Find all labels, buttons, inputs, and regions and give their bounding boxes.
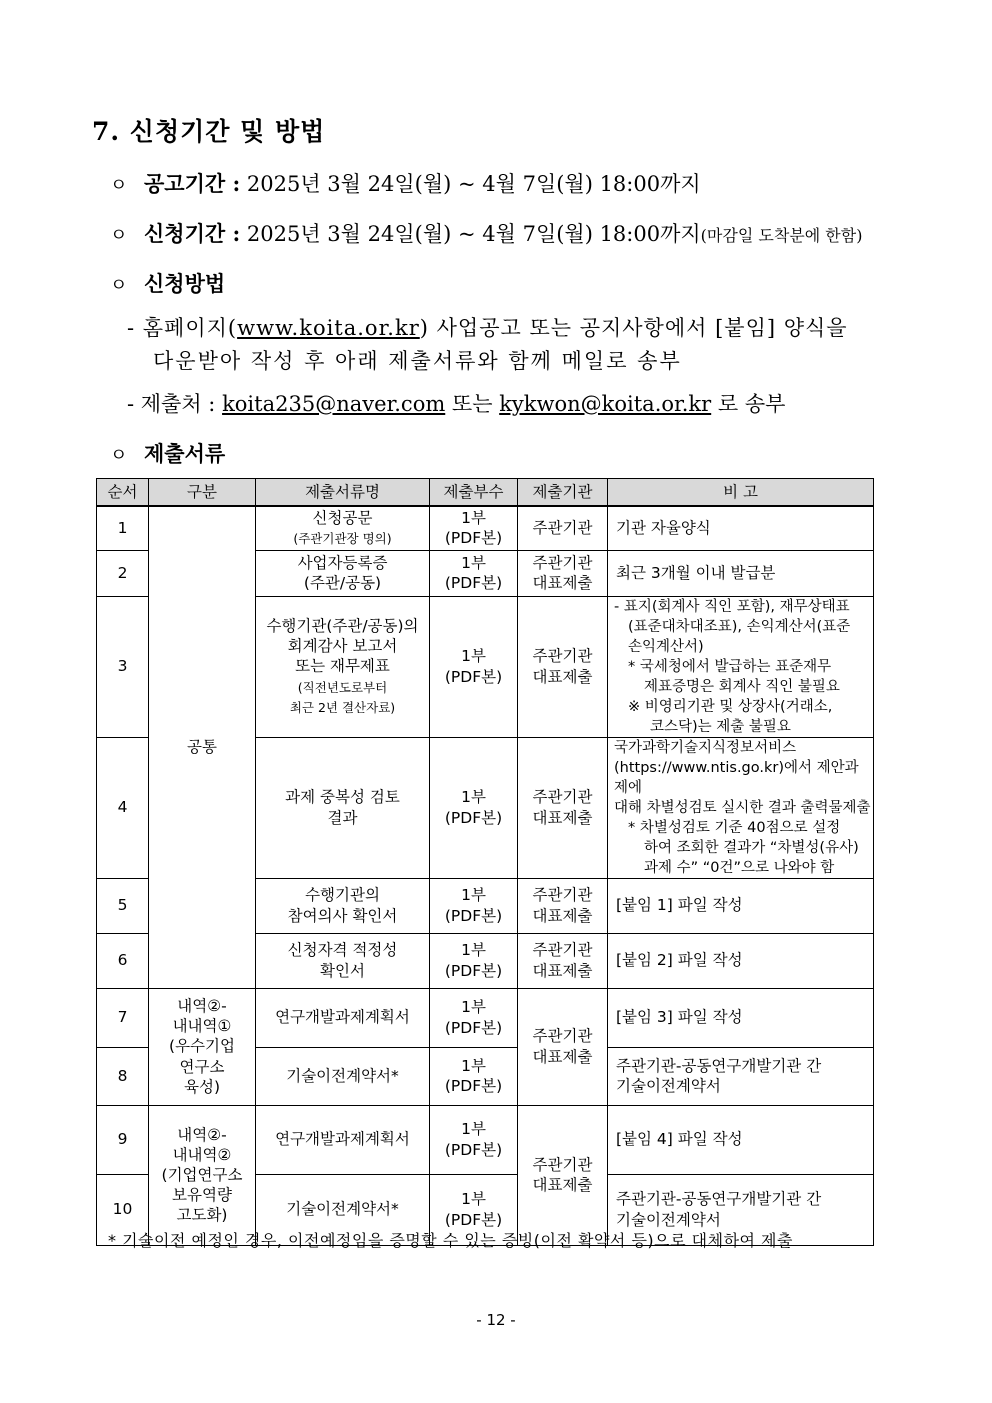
email-link-2[interactable]: kykwon@koita.or.kr bbox=[499, 392, 712, 416]
note-line: (표준대차대조표), 손익계산서(표준 bbox=[628, 618, 851, 635]
note-line: * 국세청에서 발급하는 표준재무 bbox=[628, 658, 832, 675]
method-item-2 bbox=[127, 388, 785, 418]
section-title: 7. 신청기간 및 방법 bbox=[92, 117, 326, 146]
note-line: - 표지(회계사 직인 포함), 재무상태표 bbox=[614, 598, 850, 615]
copies-cell bbox=[430, 988, 518, 1047]
method-item-1 bbox=[127, 312, 848, 342]
note-cell bbox=[608, 596, 874, 737]
doc-name-cell: 연구개발과제계획서 bbox=[256, 988, 430, 1047]
method-item-1-prefix: - 홈페이지( bbox=[127, 316, 238, 340]
docs-label: 제출서류 bbox=[144, 441, 226, 466]
copies-cell bbox=[430, 737, 518, 878]
org-line1: 주관기관 bbox=[532, 553, 593, 572]
org-line2: 대표제출 bbox=[532, 1047, 593, 1066]
org-line2: 대표제출 bbox=[532, 961, 593, 980]
apply-period bbox=[110, 218, 862, 248]
note-cell: [붙임 2] 파일 작성 bbox=[608, 933, 874, 988]
table-row bbox=[97, 506, 874, 550]
email-link-1[interactable]: koita235@naver.com bbox=[222, 392, 446, 416]
doc-name-cell: 기술이전계약서* bbox=[256, 1047, 430, 1105]
doc-name-line: 회계감사 보고서 bbox=[287, 637, 398, 656]
org-line2: 대표제출 bbox=[532, 667, 593, 686]
note-line: 손익계산서) bbox=[628, 638, 704, 655]
org-line2: 대표제출 bbox=[532, 574, 593, 592]
doc-name-cell bbox=[256, 550, 430, 596]
copies-format: (PDF본) bbox=[444, 961, 503, 980]
copies-format: (PDF본) bbox=[444, 1210, 503, 1229]
category-line: 내내역① bbox=[172, 1017, 232, 1036]
header-cell: 제출부수 bbox=[430, 479, 518, 507]
org-cell: 주관기관 bbox=[518, 506, 608, 550]
copies: 1부 bbox=[461, 886, 486, 905]
copies: 1부 bbox=[461, 1190, 486, 1209]
note-line: 주관기관-공동연구개발기관 간 bbox=[616, 1056, 822, 1075]
copies: 1부 bbox=[461, 553, 486, 572]
category-line: (기업연구소 bbox=[161, 1165, 243, 1184]
doc-name-cell: 기술이전계약서* bbox=[256, 1174, 430, 1245]
copies-format: (PDF본) bbox=[444, 1140, 503, 1159]
copies-format: (PDF본) bbox=[444, 808, 503, 827]
doc-name-line: 수행기관의 bbox=[305, 886, 380, 905]
header-cell: 비 고 bbox=[608, 479, 874, 507]
org-line1: 주관기관 bbox=[532, 941, 593, 960]
row-number: 3 bbox=[97, 596, 149, 737]
row-number: 4 bbox=[97, 737, 149, 878]
documents-table bbox=[96, 478, 874, 1246]
copies-cell bbox=[430, 1047, 518, 1105]
category-line: (우수기업 bbox=[169, 1037, 235, 1056]
note-cell: [붙임 1] 파일 작성 bbox=[608, 878, 874, 933]
doc-name-cell bbox=[256, 737, 430, 878]
note-line: 대해 차별성검토 실시한 결과 출력물제출 bbox=[614, 799, 871, 816]
doc-name-line: 참여의사 확인서 bbox=[287, 906, 398, 925]
doc-name-line2: (주관/공동) bbox=[303, 574, 382, 592]
page-number: - 12 - bbox=[476, 1311, 516, 1329]
category-cell: 공통 bbox=[149, 506, 256, 988]
copies-format: (PDF본) bbox=[444, 529, 503, 548]
category-line: 육성) bbox=[184, 1077, 220, 1096]
method-item-2-mid: 또는 bbox=[445, 392, 500, 416]
table-row bbox=[97, 1105, 874, 1174]
bullet: ㅇ bbox=[110, 445, 128, 466]
org-line2: 대표제출 bbox=[532, 906, 593, 925]
category-line: 연구소 bbox=[179, 1057, 225, 1076]
org-line1: 주관기관 bbox=[532, 788, 593, 807]
note-line: ※ 비영리기관 및 상장사(거래소, bbox=[628, 698, 833, 715]
copies-cell bbox=[430, 878, 518, 933]
category-line: 내역②- bbox=[177, 1125, 227, 1144]
note-line: 제표증명은 회계사 직인 불필요 bbox=[644, 678, 840, 695]
announce-value: 2025년 3월 24일(월) ~ 4월 7일(월) 18:00까지 bbox=[246, 172, 701, 196]
bullet: ㅇ bbox=[110, 225, 128, 246]
doc-name-sub: (주관기관장 명의) bbox=[293, 531, 392, 547]
copies: 1부 bbox=[461, 788, 486, 807]
copies-cell bbox=[430, 1105, 518, 1174]
org-cell bbox=[518, 596, 608, 737]
copies-format: (PDF본) bbox=[444, 906, 503, 925]
copies-format: (PDF본) bbox=[444, 574, 503, 592]
note-cell bbox=[608, 737, 874, 878]
org-cell bbox=[518, 1105, 608, 1245]
method-item-2-suffix: 로 송부 bbox=[711, 392, 786, 416]
note-cell: [붙임 4] 파일 작성 bbox=[608, 1105, 874, 1174]
org-line1: 주관기관 bbox=[532, 1155, 593, 1174]
doc-name-cell: 연구개발과제계획서 bbox=[256, 1105, 430, 1174]
org-line1: 주관기관 bbox=[532, 647, 593, 666]
copies-format: (PDF본) bbox=[444, 1018, 503, 1037]
copies-format: (PDF본) bbox=[444, 667, 503, 686]
copies: 1부 bbox=[461, 1056, 486, 1075]
row-number: 5 bbox=[97, 878, 149, 933]
doc-name-line: 또는 재무제표 bbox=[295, 657, 390, 676]
doc-name-sub: 최근 2년 결산자료) bbox=[289, 699, 396, 715]
note-line: 기술이전계약서 bbox=[616, 1077, 721, 1095]
doc-name-line: 결과 bbox=[327, 808, 358, 827]
doc-name-cell bbox=[256, 506, 430, 550]
note-line: * 차별성검토 기준 40점으로 설정 bbox=[628, 819, 841, 836]
apply-value: 2025년 3월 24일(월) ~ 4월 7일(월) 18:00까지 bbox=[246, 222, 701, 246]
copies: 1부 bbox=[461, 1120, 486, 1139]
copies: 1부 bbox=[461, 941, 486, 960]
row-number: 2 bbox=[97, 550, 149, 596]
org-line1: 주관기관 bbox=[532, 1027, 593, 1046]
homepage-link[interactable]: www.koita.or.kr bbox=[237, 316, 420, 340]
table-header-row bbox=[97, 479, 874, 507]
org-cell bbox=[518, 737, 608, 878]
row-number: 8 bbox=[97, 1047, 149, 1105]
method-item-2-prefix: - 제출처 : bbox=[127, 392, 223, 416]
announce-period bbox=[110, 168, 701, 198]
note-line: 국가과학기술지식정보서비스 bbox=[614, 739, 797, 756]
header-cell: 제출서류명 bbox=[256, 479, 430, 507]
doc-name-line: 확인서 bbox=[320, 961, 365, 980]
copies-cell bbox=[430, 933, 518, 988]
copies-format: (PDF본) bbox=[444, 1077, 503, 1095]
copies: 1부 bbox=[461, 998, 486, 1017]
category-cell bbox=[149, 1105, 256, 1245]
doc-name-cell bbox=[256, 878, 430, 933]
header-cell: 순서 bbox=[97, 479, 149, 507]
row-number: 1 bbox=[97, 506, 149, 550]
note-line: 하여 조회한 결과가 “차별성(유사) bbox=[644, 839, 859, 856]
note-cell: [붙임 3] 파일 작성 bbox=[608, 988, 874, 1047]
row-number: 9 bbox=[97, 1105, 149, 1174]
org-cell bbox=[518, 988, 608, 1105]
copies-cell bbox=[430, 506, 518, 550]
method-item-1-cont: 다운받아 작성 후 아래 제출서류와 함께 메일로 송부 bbox=[153, 349, 682, 373]
org-line1: 주관기관 bbox=[532, 886, 593, 905]
method-item-1-suffix: ) 사업공고 또는 공지사항에서 [붙임] 양식을 bbox=[419, 316, 848, 340]
doc-name-line: 신청자격 적정성 bbox=[287, 941, 398, 960]
doc-name: 사업자등록증 bbox=[297, 553, 388, 572]
copies-cell bbox=[430, 550, 518, 596]
table-row bbox=[97, 988, 874, 1047]
org-line2: 대표제출 bbox=[532, 808, 593, 827]
note-cell bbox=[608, 1047, 874, 1105]
method-heading bbox=[110, 268, 225, 298]
doc-name-line: 과제 중복성 검토 bbox=[285, 788, 400, 807]
doc-name: 신청공문 bbox=[312, 509, 373, 528]
category-line: 보유역량 bbox=[172, 1186, 232, 1205]
header-cell: 제출기관 bbox=[518, 479, 608, 507]
row-number: 6 bbox=[97, 933, 149, 988]
category-line: 내내역② bbox=[172, 1145, 232, 1164]
category-line: 고도화) bbox=[176, 1206, 228, 1225]
note-line: 기술이전계약서 bbox=[616, 1210, 721, 1229]
org-line2: 대표제출 bbox=[532, 1176, 593, 1194]
doc-name-cell bbox=[256, 596, 430, 737]
doc-name-cell bbox=[256, 933, 430, 988]
org-cell bbox=[518, 878, 608, 933]
note-cell: 기관 자율양식 bbox=[608, 506, 874, 550]
org-cell bbox=[518, 933, 608, 988]
announce-label: 공고기간 : bbox=[144, 171, 241, 196]
category-line: 내역②- bbox=[177, 997, 227, 1016]
note-cell: 최근 3개월 이내 발급분 bbox=[608, 550, 874, 596]
category-cell bbox=[149, 988, 256, 1105]
note-line: 코스닥)는 제출 불필요 bbox=[650, 718, 791, 735]
method-label: 신청방법 bbox=[144, 271, 226, 296]
row-number: 7 bbox=[97, 988, 149, 1047]
copies: 1부 bbox=[461, 509, 486, 528]
note-line: (https://www.ntis.go.kr)에서 제안과제에 bbox=[614, 759, 859, 796]
copies-cell bbox=[430, 596, 518, 737]
doc-name-sub: (직전년도로부터 bbox=[297, 679, 388, 695]
bullet: ㅇ bbox=[110, 175, 128, 196]
apply-label: 신청기간 : bbox=[144, 221, 241, 246]
note-line: 과제 수” “0건”으로 나와야 함 bbox=[644, 859, 835, 876]
copies: 1부 bbox=[461, 647, 486, 666]
apply-note: (마감일 도착분에 한함) bbox=[700, 226, 863, 245]
row-number: 10 bbox=[97, 1174, 149, 1245]
doc-name-line: 수행기관(주관/공동)의 bbox=[266, 617, 419, 636]
bullet: ㅇ bbox=[110, 275, 128, 296]
header-cell: 구분 bbox=[149, 479, 256, 507]
docs-heading bbox=[110, 438, 225, 468]
org-cell bbox=[518, 550, 608, 596]
footnote: * 기술이전 예정인 경우, 이전예정임을 증명할 수 있는 증빙(이전 확약서 등)으로 대체하여 제출 bbox=[108, 1231, 793, 1250]
note-line: 주관기관-공동연구개발기관 간 bbox=[616, 1190, 822, 1209]
